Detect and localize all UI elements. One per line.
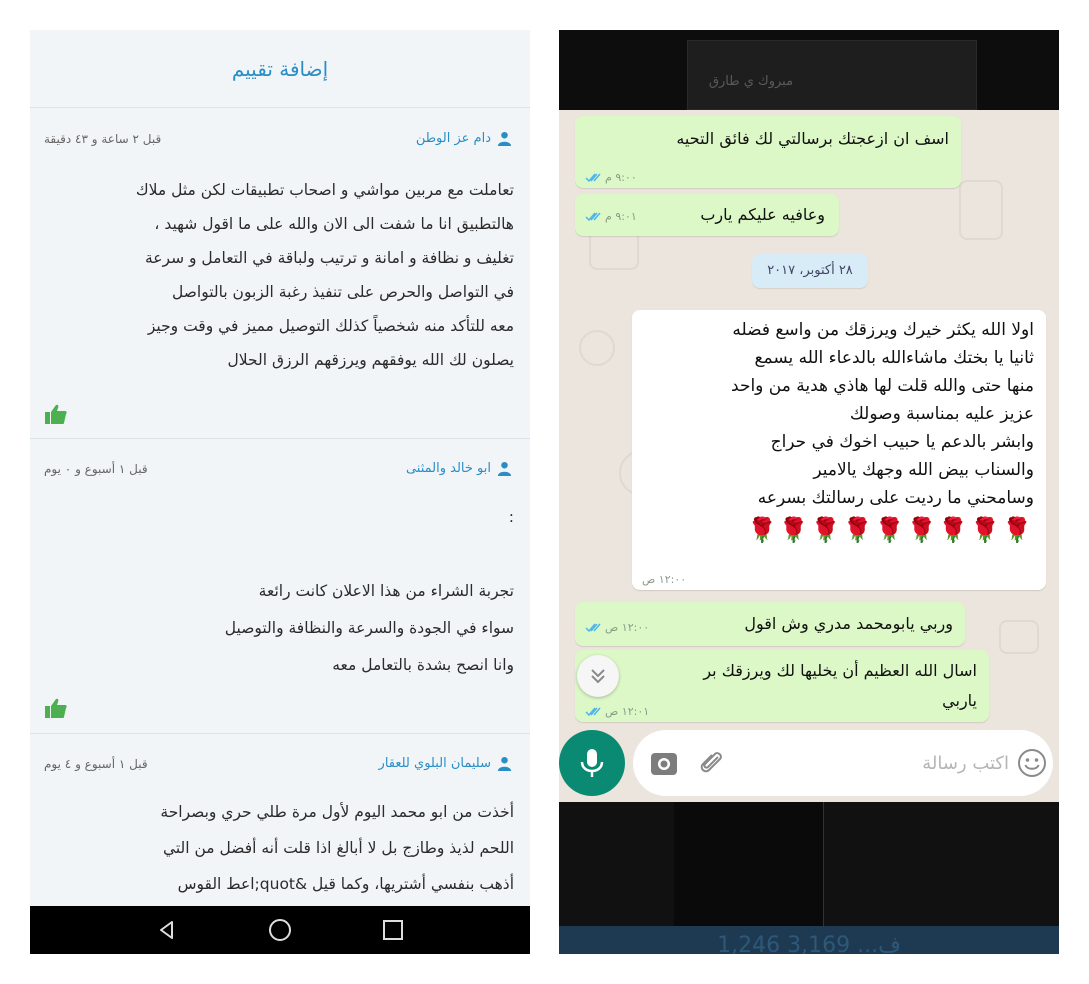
outgoing-message[interactable] — [575, 650, 989, 722]
message-line: وسامحني ما رديت على رسالتك بسرعه — [757, 488, 1034, 508]
camera-icon — [650, 750, 678, 776]
topbar-caption: مبروك ي طارق — [708, 74, 794, 89]
bottom-strip: 1,246 ف... 3,169 — [559, 926, 1059, 954]
review-line: تغليف و نظافة و امانة و ترتيب ولباقة في التعامل و سرعة — [145, 249, 514, 267]
paperclip-icon — [698, 749, 726, 777]
review-line: هالتطبيق انا ما شفت الى الان والله على ما اقول شهيد ، — [154, 215, 514, 233]
message-text: اسف ان ازعجتك برسالتي لك فائق التحيه — [676, 129, 949, 148]
review-text — [44, 794, 514, 902]
review-line — [44, 536, 514, 573]
review-author-name: ابو خالد والمثنى — [405, 461, 491, 476]
message-time: ١٢:٠١ ص — [605, 705, 650, 718]
review-item — [30, 734, 530, 934]
review-author[interactable] — [379, 756, 512, 771]
scroll-to-bottom-button[interactable] — [577, 655, 619, 697]
outgoing-message[interactable] — [575, 116, 961, 188]
thumbs-up-icon[interactable] — [44, 403, 68, 425]
wallpaper-doodle — [579, 330, 615, 366]
review-line: أذهب بنفسي أشتريها، وكما قيل &quot;اعط القوس — [177, 875, 514, 893]
double-chevron-down-icon — [589, 667, 607, 685]
back-button[interactable] — [153, 916, 181, 944]
compose-bar — [633, 730, 1053, 796]
bottom-screenshot-area — [559, 802, 1059, 954]
message-line: وابشر بالدعم يا حبيب اخوك في حراج — [770, 432, 1034, 452]
reviews-header — [30, 30, 530, 108]
review-line: وانا انصح بشدة بالتعامل معه — [332, 656, 514, 674]
review-time: قبل ١ أسبوع و ٤ يوم — [44, 757, 148, 771]
read-ticks-icon — [585, 173, 601, 183]
review-line: اللحم لذيذ وطازج بل لا أبالغ اذا قلت أنه أفضل من التي — [162, 839, 514, 857]
outgoing-message[interactable] — [575, 194, 839, 236]
incoming-message[interactable] — [632, 310, 1046, 590]
message-time: ١٢:٠٠ ص — [642, 573, 687, 586]
message-time: ٩:٠٠ م — [605, 171, 637, 184]
review-line: أخذت من ابو محمد اليوم لأول مرة طلي حري وبصراحة — [160, 803, 514, 821]
review-item — [30, 439, 530, 734]
review-line: يصلون لك الله يوفقهم ويرزقهم الرزق الحلال — [227, 351, 514, 369]
back-icon — [156, 919, 178, 941]
wallpaper-doodle — [999, 620, 1039, 654]
review-line: تجربة الشراء من هذا الاعلان كانت رائعة — [258, 582, 514, 600]
review-line: : — [508, 508, 514, 526]
message-time: ٩:٠١ م — [605, 210, 637, 223]
review-line: معه للتأكد منه شخصياً كذلك التوصيل مميز في وقت وجيز — [147, 317, 514, 335]
message-meta — [585, 621, 649, 634]
review-text — [44, 173, 514, 377]
recents-icon — [382, 919, 404, 941]
camera-button[interactable] — [649, 748, 679, 778]
review-line: تعاملت مع مربين مواشي و اصحاب تطبيقات لكن مثل ملاك — [135, 181, 514, 199]
read-ticks-icon — [585, 707, 601, 717]
thumbs-up-icon[interactable] — [44, 697, 68, 719]
message-line: اسال الله العظيم أن يخليها لك ويرزقك بر — [703, 661, 977, 680]
review-line: سواء في الجودة والسرعة والنظافة والتوصيل — [224, 619, 514, 637]
message-text: وعافيه عليكم يارب — [700, 205, 825, 224]
user-icon — [497, 461, 512, 476]
review-author-name: دام عز الوطن — [415, 131, 491, 146]
review-author[interactable] — [406, 461, 512, 476]
message-meta — [642, 573, 686, 586]
review-text — [44, 499, 514, 684]
message-text: وربي يابومحمد مدري وش اقول — [744, 614, 953, 633]
message-text — [644, 316, 1034, 548]
message-line: ياربي — [942, 691, 977, 710]
message-line: منها حتى والله قلت لها هاذي هدية من واحد — [731, 376, 1034, 396]
message-line: اولا الله يكثر خيرك ويرزقك من واسع فضله — [732, 320, 1034, 340]
message-time: ١٢:٠٠ ص — [605, 621, 650, 634]
review-author[interactable] — [416, 131, 512, 146]
message-meta — [585, 210, 637, 223]
review-line: في التواصل والحرص على تنفيذ رغبة الزبون بالتواصل — [171, 283, 514, 301]
message-line: ثانيا يا بختك ماشاءالله بالدعاء الله يسمع — [754, 348, 1034, 368]
wallpaper-doodle — [589, 230, 639, 270]
review-time: قبل ١ أسبوع و ٠ يوم — [44, 462, 148, 476]
outgoing-message[interactable] — [575, 602, 965, 646]
wallpaper-doodle — [959, 180, 1003, 240]
message-line: عزيز عليه بمناسبة وصولك — [849, 404, 1034, 424]
attach-button[interactable] — [697, 748, 727, 778]
reviews-panel — [30, 30, 530, 954]
recents-button[interactable] — [379, 916, 407, 944]
review-header — [44, 461, 512, 481]
add-review-title[interactable]: إضافة تقييم — [231, 56, 329, 81]
user-icon — [497, 756, 512, 771]
message-meta — [585, 705, 649, 718]
user-icon — [497, 131, 512, 146]
review-item — [30, 109, 530, 439]
message-meta — [585, 171, 637, 184]
emoji-button[interactable] — [1017, 748, 1047, 778]
review-time: قبل ٢ ساعة و ٤٣ دقيقة — [44, 132, 162, 146]
chat-panel — [559, 30, 1059, 954]
date-separator: ٢٨ أكتوبر، ٢٠١٧ — [752, 254, 868, 288]
voice-record-button[interactable] — [559, 730, 625, 796]
home-icon — [268, 918, 292, 942]
read-ticks-icon — [585, 623, 601, 633]
emoji-icon — [1017, 748, 1047, 778]
review-author-name: سليمان البلوي للعقار — [378, 756, 491, 771]
message-input[interactable] — [729, 748, 1009, 778]
microphone-icon — [579, 748, 605, 778]
rose-emoji-row: 🌹🌹🌹🌹🌹🌹🌹🌹🌹 — [747, 516, 1034, 544]
android-nav-bar — [30, 906, 530, 954]
review-header — [44, 756, 512, 776]
read-ticks-icon — [585, 212, 601, 222]
home-button[interactable] — [266, 916, 294, 944]
message-line: والسناب بيض الله وجهك يالامير — [813, 460, 1034, 480]
chat-topbar-image — [559, 30, 1059, 110]
review-header — [44, 131, 512, 151]
